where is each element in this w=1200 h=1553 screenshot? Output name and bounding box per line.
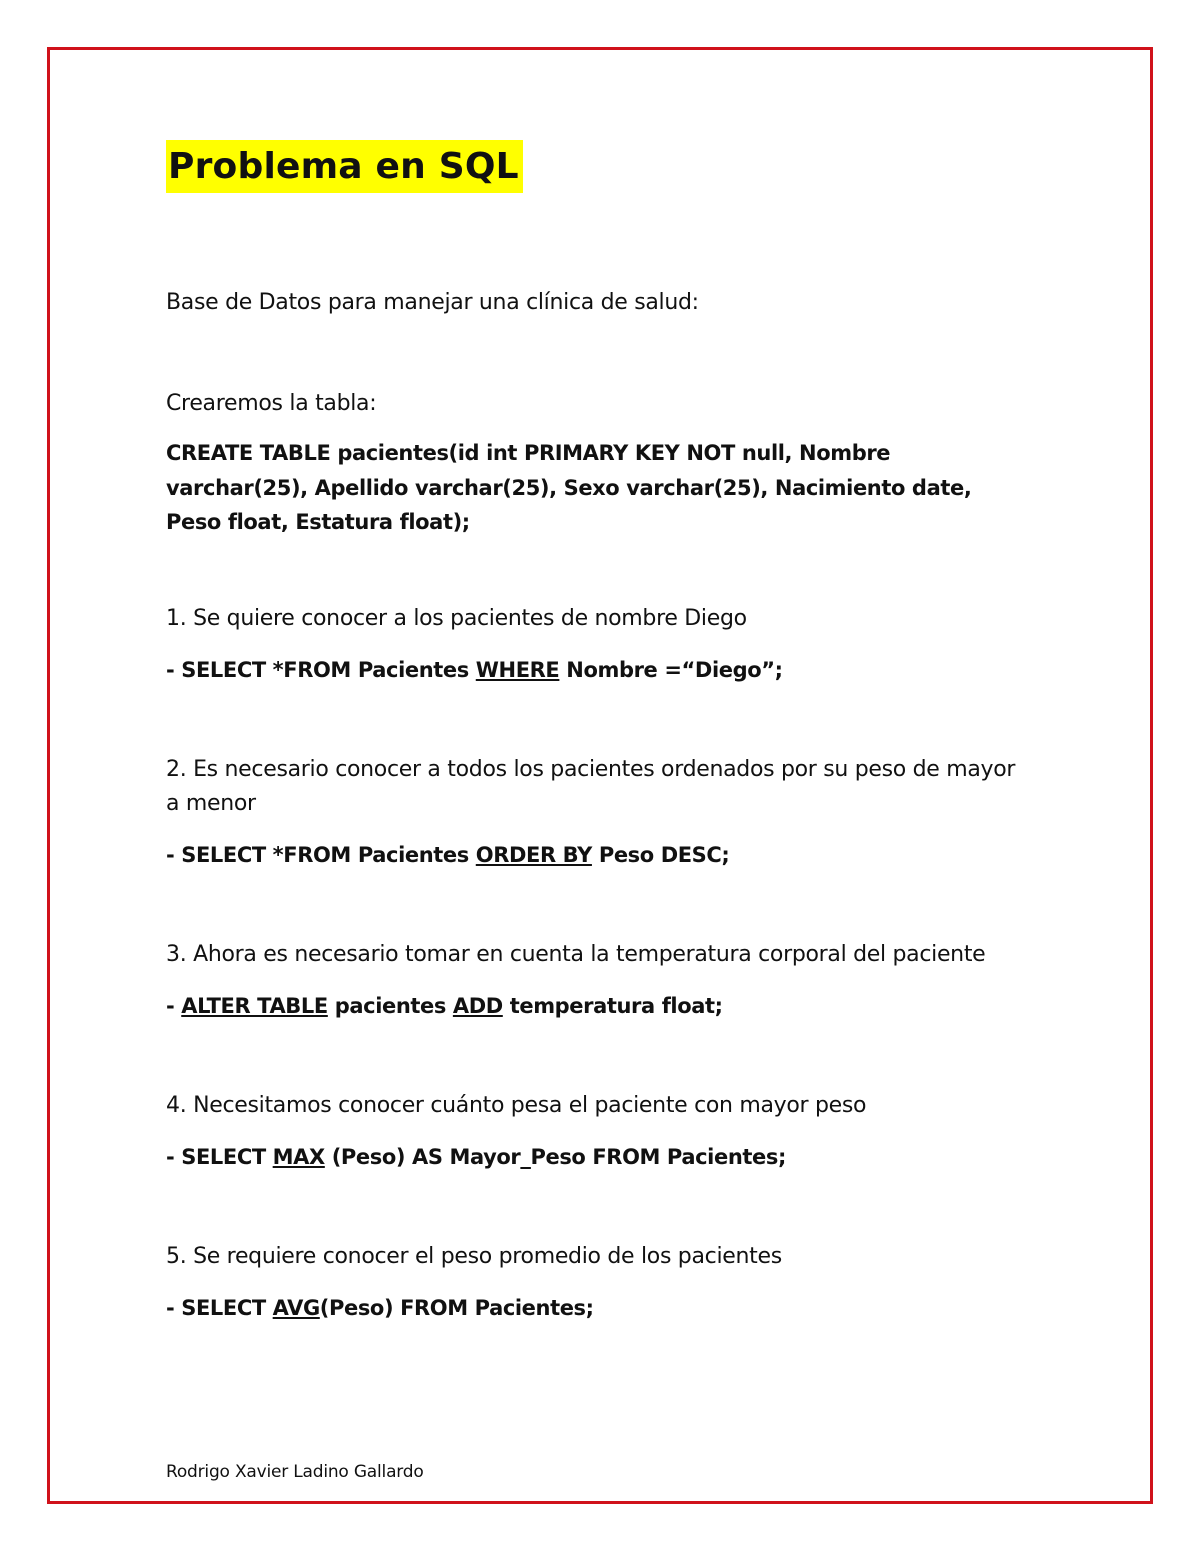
create-sql-line-3: Peso float, Estatura float); bbox=[166, 510, 470, 534]
sql-keyword: ADD bbox=[452, 994, 503, 1018]
intro-text: Base de Datos para manejar una clínica de salud: bbox=[166, 290, 699, 315]
sql-keyword: WHERE bbox=[475, 658, 560, 682]
answer-2-sql bbox=[166, 838, 729, 872]
answer-1-sql bbox=[166, 653, 783, 687]
question-3: 3. Ahora es necesario tomar en cuenta la temperatura corporal del paciente bbox=[166, 942, 986, 967]
question-2-line-2: a menor bbox=[166, 791, 256, 816]
sql-text: pacientes bbox=[327, 994, 453, 1018]
sql-text: - SELECT bbox=[166, 1145, 273, 1169]
answer-4-sql bbox=[166, 1140, 786, 1174]
sql-text: - bbox=[166, 994, 182, 1018]
question-1: 1. Se quiere conocer a los pacientes de nombre Diego bbox=[166, 606, 747, 631]
create-sql-line-2: varchar(25), Apellido varchar(25), Sexo varchar(25), Nacimiento date, bbox=[166, 476, 972, 500]
sql-keyword: ORDER BY bbox=[475, 843, 592, 867]
sql-text: - SELECT *FROM Pacientes bbox=[166, 658, 476, 682]
sql-text: (Peso) AS Mayor_Peso FROM Pacientes; bbox=[324, 1145, 786, 1169]
create-sql-line-1: CREATE TABLE pacientes(id int PRIMARY KEY NOT null, Nombre bbox=[166, 441, 891, 465]
footer-author: Rodrigo Xavier Ladino Gallardo bbox=[166, 1462, 424, 1482]
answer-3-sql bbox=[166, 989, 723, 1023]
sql-text: Nombre =“Diego”; bbox=[559, 658, 783, 682]
sql-keyword: ALTER TABLE bbox=[181, 994, 328, 1018]
sql-text: (Peso) FROM Pacientes; bbox=[319, 1296, 594, 1320]
create-label: Crearemos la tabla: bbox=[166, 391, 377, 416]
question-5: 5. Se requiere conocer el peso promedio de los pacientes bbox=[166, 1244, 782, 1269]
answer-5-sql bbox=[166, 1291, 594, 1325]
sql-text: - SELECT *FROM Pacientes bbox=[166, 843, 476, 867]
question-4: 4. Necesitamos conocer cuánto pesa el paciente con mayor peso bbox=[166, 1093, 867, 1118]
sql-text: temperatura float; bbox=[502, 994, 723, 1018]
sql-keyword: AVG bbox=[272, 1296, 320, 1320]
page-title: Problema en SQL bbox=[166, 140, 523, 193]
sql-text: - SELECT bbox=[166, 1296, 273, 1320]
sql-keyword: MAX bbox=[272, 1145, 325, 1169]
question-2-line-1: 2. Es necesario conocer a todos los pacientes ordenados por su peso de mayor bbox=[166, 757, 1016, 782]
sql-text: Peso DESC; bbox=[591, 843, 730, 867]
